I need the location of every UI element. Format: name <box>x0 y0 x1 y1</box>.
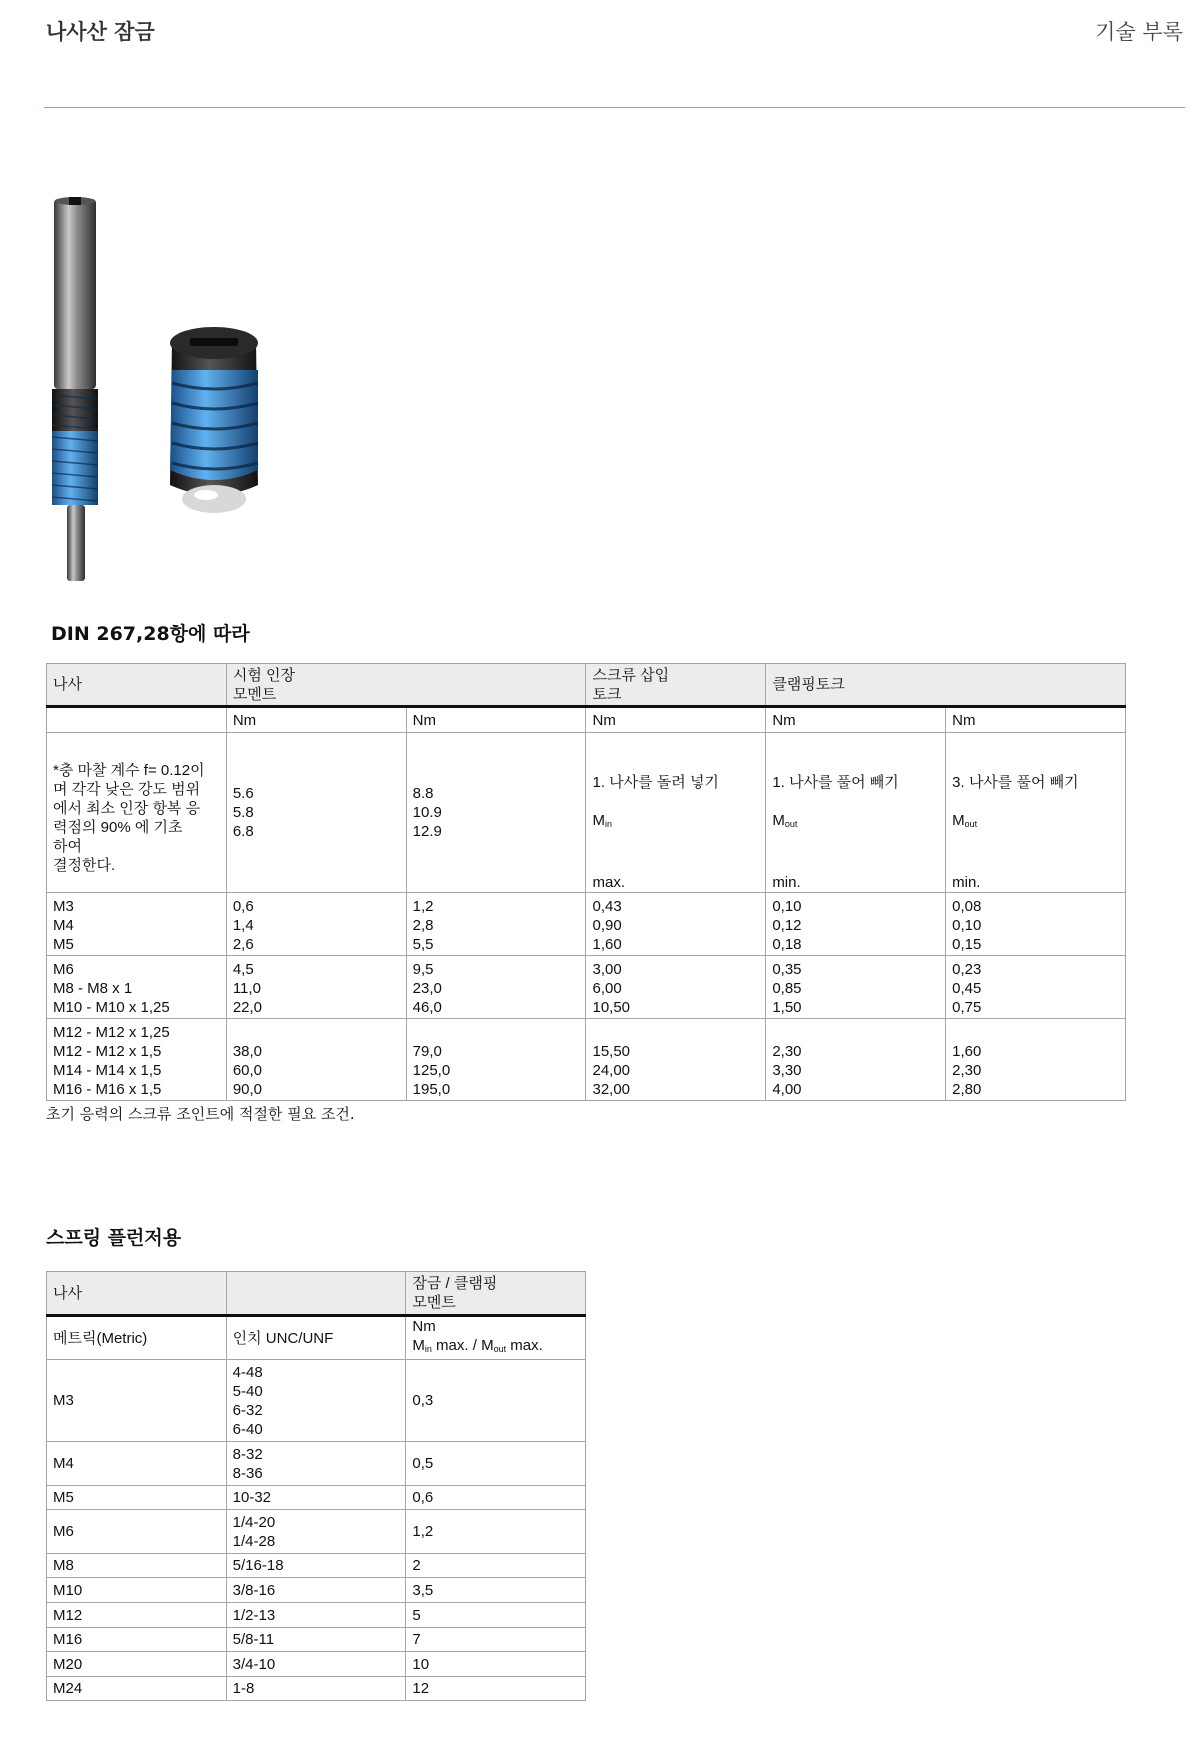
metric-cell: M8 <box>47 1554 227 1578</box>
col-empty <box>226 1272 406 1316</box>
col-metric: 메트릭(Metric) <box>47 1316 227 1360</box>
page-title: 나사산 잠금 <box>46 20 155 44</box>
torque-cell: 0,5 <box>406 1442 586 1486</box>
value-cell: 0,43 0,90 1,60 <box>586 893 766 956</box>
col-inch: 인치 UNC/UNF <box>226 1316 406 1360</box>
value-cell: 9,5 23,0 46,0 <box>406 956 586 1019</box>
inch-cell: 4-48 5-40 6-32 6-40 <box>226 1360 406 1442</box>
value-cell: 0,6 1,4 2,6 <box>226 893 406 956</box>
insert-info: 1. 나사를 돌려 넣기 $M_{in}$ max. <box>586 733 766 893</box>
unit-cell: Nm <box>226 707 406 733</box>
table-row <box>47 1578 586 1603</box>
value-cell: 0,23 0,45 0,75 <box>946 956 1126 1019</box>
value-cell: 4,5 11,0 22,0 <box>226 956 406 1019</box>
unit-cell-empty <box>47 707 227 733</box>
unit-cell: Nm <box>766 707 946 733</box>
torque-cell: 2 <box>406 1554 586 1578</box>
din-torque-table <box>46 663 1126 1101</box>
torque-cell: 10 <box>406 1652 586 1677</box>
metric-cell: M3 <box>47 1360 227 1442</box>
strength-grades-b: 8.8 10.9 12.9 <box>406 733 586 893</box>
unit-cell: Nm <box>406 707 586 733</box>
metric-cell: M12 <box>47 1603 227 1628</box>
value-cell: 1,60 2,30 2,80 <box>946 1019 1126 1101</box>
inch-cell: 8-32 8-36 <box>226 1442 406 1486</box>
table-row <box>47 1510 586 1554</box>
unit-cell: Nm <box>946 707 1126 733</box>
inch-cell: 10-32 <box>226 1486 406 1510</box>
strength-grades-a: 5.6 5.8 6.8 <box>226 733 406 893</box>
thread-cell: M3 M4 M5 <box>47 893 227 956</box>
table-row <box>47 1628 586 1652</box>
table-row <box>47 1603 586 1628</box>
metric-cell: M6 <box>47 1510 227 1554</box>
torque-cell: 1,2 <box>406 1510 586 1554</box>
torque-cell: 12 <box>406 1677 586 1701</box>
inch-cell: 3/4-10 <box>226 1652 406 1677</box>
col-lock-torque: 잠금 / 클램핑 모멘트 <box>406 1272 586 1316</box>
value-cell: 0,10 0,12 0,18 <box>766 893 946 956</box>
value-cell: 15,50 24,00 32,00 <box>586 1019 766 1101</box>
header-divider <box>44 107 1185 108</box>
set-screw-image <box>170 327 258 513</box>
torque-cell: 5 <box>406 1603 586 1628</box>
table-row <box>47 893 1126 956</box>
torque-cell: 3,5 <box>406 1578 586 1603</box>
torque-cell: 7 <box>406 1628 586 1652</box>
metric-cell: M4 <box>47 1442 227 1486</box>
table-row <box>47 1019 1126 1101</box>
product-photo <box>44 195 304 605</box>
inch-cell: 1-8 <box>226 1677 406 1701</box>
value-cell: 3,00 6,00 10,50 <box>586 956 766 1019</box>
spring-plunger-image <box>52 197 98 581</box>
col-thread: 나사 <box>47 1272 227 1316</box>
col-test-torque: 시험 인장 모멘트 <box>226 664 586 707</box>
inch-cell: 5/8-11 <box>226 1628 406 1652</box>
inch-cell: 5/16-18 <box>226 1554 406 1578</box>
table-row <box>47 956 1126 1019</box>
out1-info: 1. 나사를 풀어 빼기 $M_{out}$ min. <box>766 733 946 893</box>
col-thread: 나사 <box>47 664 227 707</box>
torque-cell: 0,6 <box>406 1486 586 1510</box>
col-clamping-torque: 클램핑토크 <box>766 664 1126 707</box>
out3-info: 3. 나사를 풀어 빼기 $M_{out}$ min. <box>946 733 1126 893</box>
value-cell: 2,30 3,30 4,00 <box>766 1019 946 1101</box>
table-row <box>47 1486 586 1510</box>
metric-cell: M16 <box>47 1628 227 1652</box>
col-insert-torque: 스크류 삽입 토크 <box>586 664 766 707</box>
metric-cell: M24 <box>47 1677 227 1701</box>
table1-title: DIN 267,28항에 따라 <box>51 623 250 645</box>
metric-cell: M10 <box>47 1578 227 1603</box>
inch-cell: 1/2-13 <box>226 1603 406 1628</box>
torque-cell: 0,3 <box>406 1360 586 1442</box>
table-row <box>47 1677 586 1701</box>
metric-cell: M5 <box>47 1486 227 1510</box>
inch-cell: 3/8-16 <box>226 1578 406 1603</box>
value-cell: 0,35 0,85 1,50 <box>766 956 946 1019</box>
table-row <box>47 1652 586 1677</box>
table2-title: 스프링 플런저용 <box>46 1227 182 1249</box>
thread-cell: M6 M8 - M8 x 1 M10 - M10 x 1,25 <box>47 956 227 1019</box>
inch-cell: 1/4-20 1/4-28 <box>226 1510 406 1554</box>
table-row <box>47 1360 586 1442</box>
section-label: 기술 부록 <box>1095 20 1183 44</box>
unit-cell: Nm <box>586 707 766 733</box>
thread-cell: M12 - M12 x 1,25 M12 - M12 x 1,5 M14 - M14 x 1,5 M16 - M16 x 1,5 <box>47 1019 227 1101</box>
value-cell: 1,2 2,8 5,5 <box>406 893 586 956</box>
table-row <box>47 1442 586 1486</box>
value-cell: 0,08 0,10 0,15 <box>946 893 1126 956</box>
table-row <box>47 1554 586 1578</box>
value-cell: 38,0 60,0 90,0 <box>226 1019 406 1101</box>
metric-cell: M20 <box>47 1652 227 1677</box>
friction-note: *충 마찰 계수 f= 0.12이 며 각각 낮은 강도 범위 에서 최소 인장 항복 응 력점의 90% 에 기초 하여 결정한다. <box>47 733 227 893</box>
col-torque-unit: Nm $M_{in}$ max. / $M_{out}$ max. <box>406 1316 586 1360</box>
value-cell: 79,0 125,0 195,0 <box>406 1019 586 1101</box>
table1-footnote: 초기 응력의 스크류 조인트에 적절한 필요 조건. <box>46 1105 355 1123</box>
spring-plunger-table <box>46 1271 586 1701</box>
